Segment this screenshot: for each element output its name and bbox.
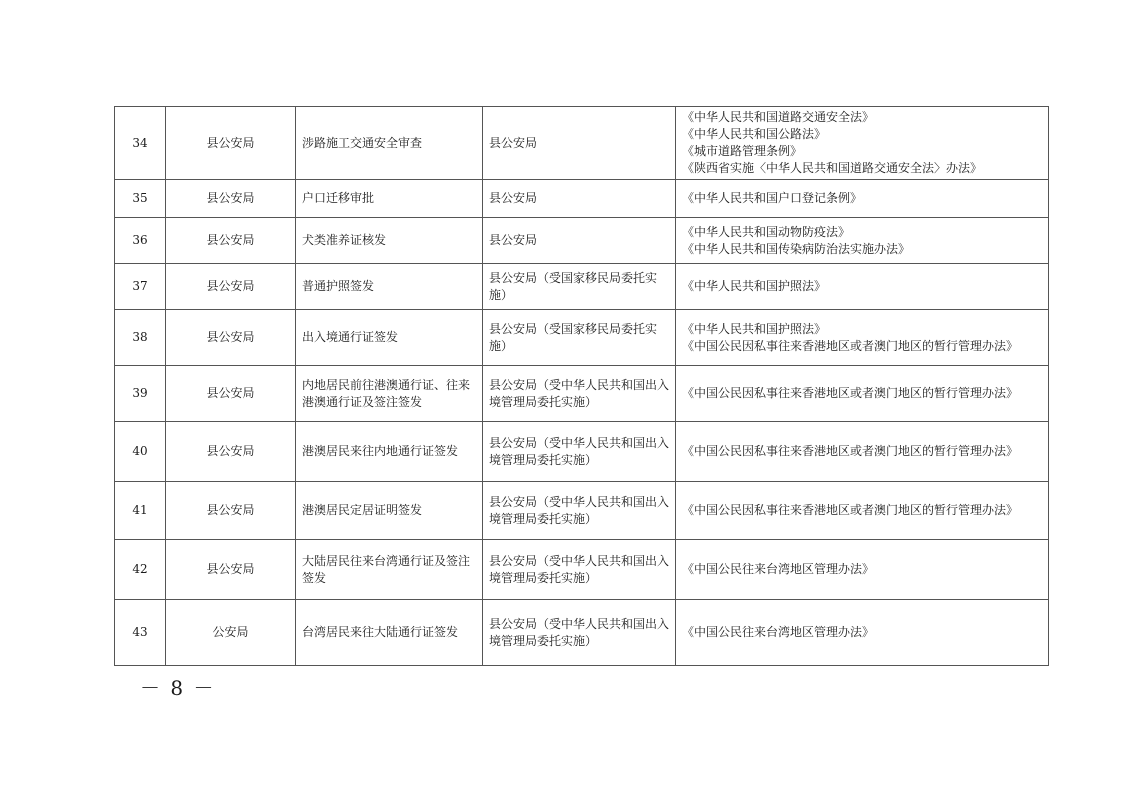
table-row (115, 600, 1049, 666)
implementing-agency-cell: 县公安局（受中华人民共和国出入境管理局委托实施） (483, 540, 676, 600)
department-cell: 公安局 (166, 600, 296, 666)
table-row (115, 218, 1049, 264)
permit-item-cell: 内地居民前往港澳通行证、往来港澳通行证及签注签发 (296, 366, 483, 422)
implementing-agency-cell: 县公安局（受中华人民共和国出入境管理局委托实施） (483, 600, 676, 666)
row-number-cell: 38 (115, 310, 166, 366)
page-number: － 8 － (140, 676, 216, 700)
legal-basis-cell (676, 264, 1049, 310)
legal-basis-cell (676, 600, 1049, 666)
legal-basis-line: 《中华人民共和国道路交通安全法》 (682, 110, 875, 124)
legal-basis-line: 《城市道路管理条例》 (682, 144, 803, 158)
permit-item-cell: 出入境通行证签发 (296, 310, 483, 366)
legal-basis-line: 《中国公民往来台湾地区管理办法》 (682, 562, 875, 576)
row-number-cell: 34 (115, 107, 166, 180)
row-number-cell: 36 (115, 218, 166, 264)
row-number-cell: 37 (115, 264, 166, 310)
implementing-agency-cell: 县公安局（受国家移民局委托实施） (483, 310, 676, 366)
legal-basis-line: 《中国公民因私事往来香港地区或者澳门地区的暂行管理办法》 (682, 386, 1019, 400)
legal-basis-line: 《陕西省实施〈中华人民共和国道路交通安全法〉办法》 (682, 161, 983, 175)
implementing-agency-cell: 县公安局 (483, 180, 676, 218)
table-row (115, 366, 1049, 422)
row-number-cell: 42 (115, 540, 166, 600)
row-number-cell: 40 (115, 422, 166, 482)
permit-item-cell: 大陆居民往来台湾通行证及签注签发 (296, 540, 483, 600)
table-row (115, 422, 1049, 482)
department-cell: 县公安局 (166, 422, 296, 482)
table-row (115, 482, 1049, 540)
permit-item-cell: 涉路施工交通安全审查 (296, 107, 483, 180)
permit-item-cell: 台湾居民来往大陆通行证签发 (296, 600, 483, 666)
legal-basis-line: 《中华人民共和国动物防疫法》 (682, 224, 851, 239)
department-cell: 县公安局 (166, 310, 296, 366)
legal-basis-line: 《中国公民因私事往来香港地区或者澳门地区的暂行管理办法》 (682, 444, 1019, 458)
department-cell: 县公安局 (166, 540, 296, 600)
permit-item-cell: 港澳居民来往内地通行证签发 (296, 422, 483, 482)
department-cell: 县公安局 (166, 264, 296, 310)
legal-basis-line: 《中华人民共和国户口登记条例》 (682, 191, 863, 205)
legal-basis-cell (676, 540, 1049, 600)
legal-basis-line: 《中国公民因私事往来香港地区或者澳门地区的暂行管理办法》 (682, 338, 1019, 353)
department-cell: 县公安局 (166, 366, 296, 422)
row-number-cell: 35 (115, 180, 166, 218)
legal-basis-line: 《中华人民共和国公路法》 (682, 127, 827, 141)
row-number-cell: 39 (115, 366, 166, 422)
department-cell: 县公安局 (166, 218, 296, 264)
legal-basis-cell (676, 366, 1049, 422)
department-cell: 县公安局 (166, 180, 296, 218)
implementing-agency-cell: 县公安局 (483, 107, 676, 180)
implementing-agency-cell: 县公安局（受中华人民共和国出入境管理局委托实施） (483, 366, 676, 422)
implementing-agency-cell: 县公安局（受国家移民局委托实施） (483, 264, 676, 310)
legal-basis-line: 《中国公民往来台湾地区管理办法》 (682, 625, 875, 639)
legal-basis-line: 《中国公民因私事往来香港地区或者澳门地区的暂行管理办法》 (682, 503, 1019, 517)
department-cell: 县公安局 (166, 482, 296, 540)
legal-basis-line: 《中华人民共和国护照法》 (682, 321, 827, 336)
legal-basis-line: 《中华人民共和国护照法》 (682, 279, 827, 293)
legal-basis-cell (676, 218, 1049, 264)
legal-basis-cell (676, 482, 1049, 540)
department-cell: 县公安局 (166, 107, 296, 180)
table-row (115, 264, 1049, 310)
legal-basis-line: 《中华人民共和国传染病防治法实施办法》 (682, 241, 911, 256)
admin-permits-table (114, 106, 1049, 666)
row-number-cell: 41 (115, 482, 166, 540)
implementing-agency-cell: 县公安局 (483, 218, 676, 264)
implementing-agency-cell: 县公安局（受中华人民共和国出入境管理局委托实施） (483, 482, 676, 540)
table-row (115, 540, 1049, 600)
legal-basis-cell (676, 310, 1049, 366)
legal-basis-cell (676, 107, 1049, 180)
table-row (115, 107, 1049, 180)
permit-item-cell: 犬类准养证核发 (296, 218, 483, 264)
table-row (115, 310, 1049, 366)
permit-item-cell: 户口迁移审批 (296, 180, 483, 218)
legal-basis-cell (676, 422, 1049, 482)
table-row (115, 180, 1049, 218)
permit-item-cell: 普通护照签发 (296, 264, 483, 310)
table-body (115, 107, 1049, 666)
row-number-cell: 43 (115, 600, 166, 666)
legal-basis-cell (676, 180, 1049, 218)
implementing-agency-cell: 县公安局（受中华人民共和国出入境管理局委托实施） (483, 422, 676, 482)
permit-item-cell: 港澳居民定居证明签发 (296, 482, 483, 540)
